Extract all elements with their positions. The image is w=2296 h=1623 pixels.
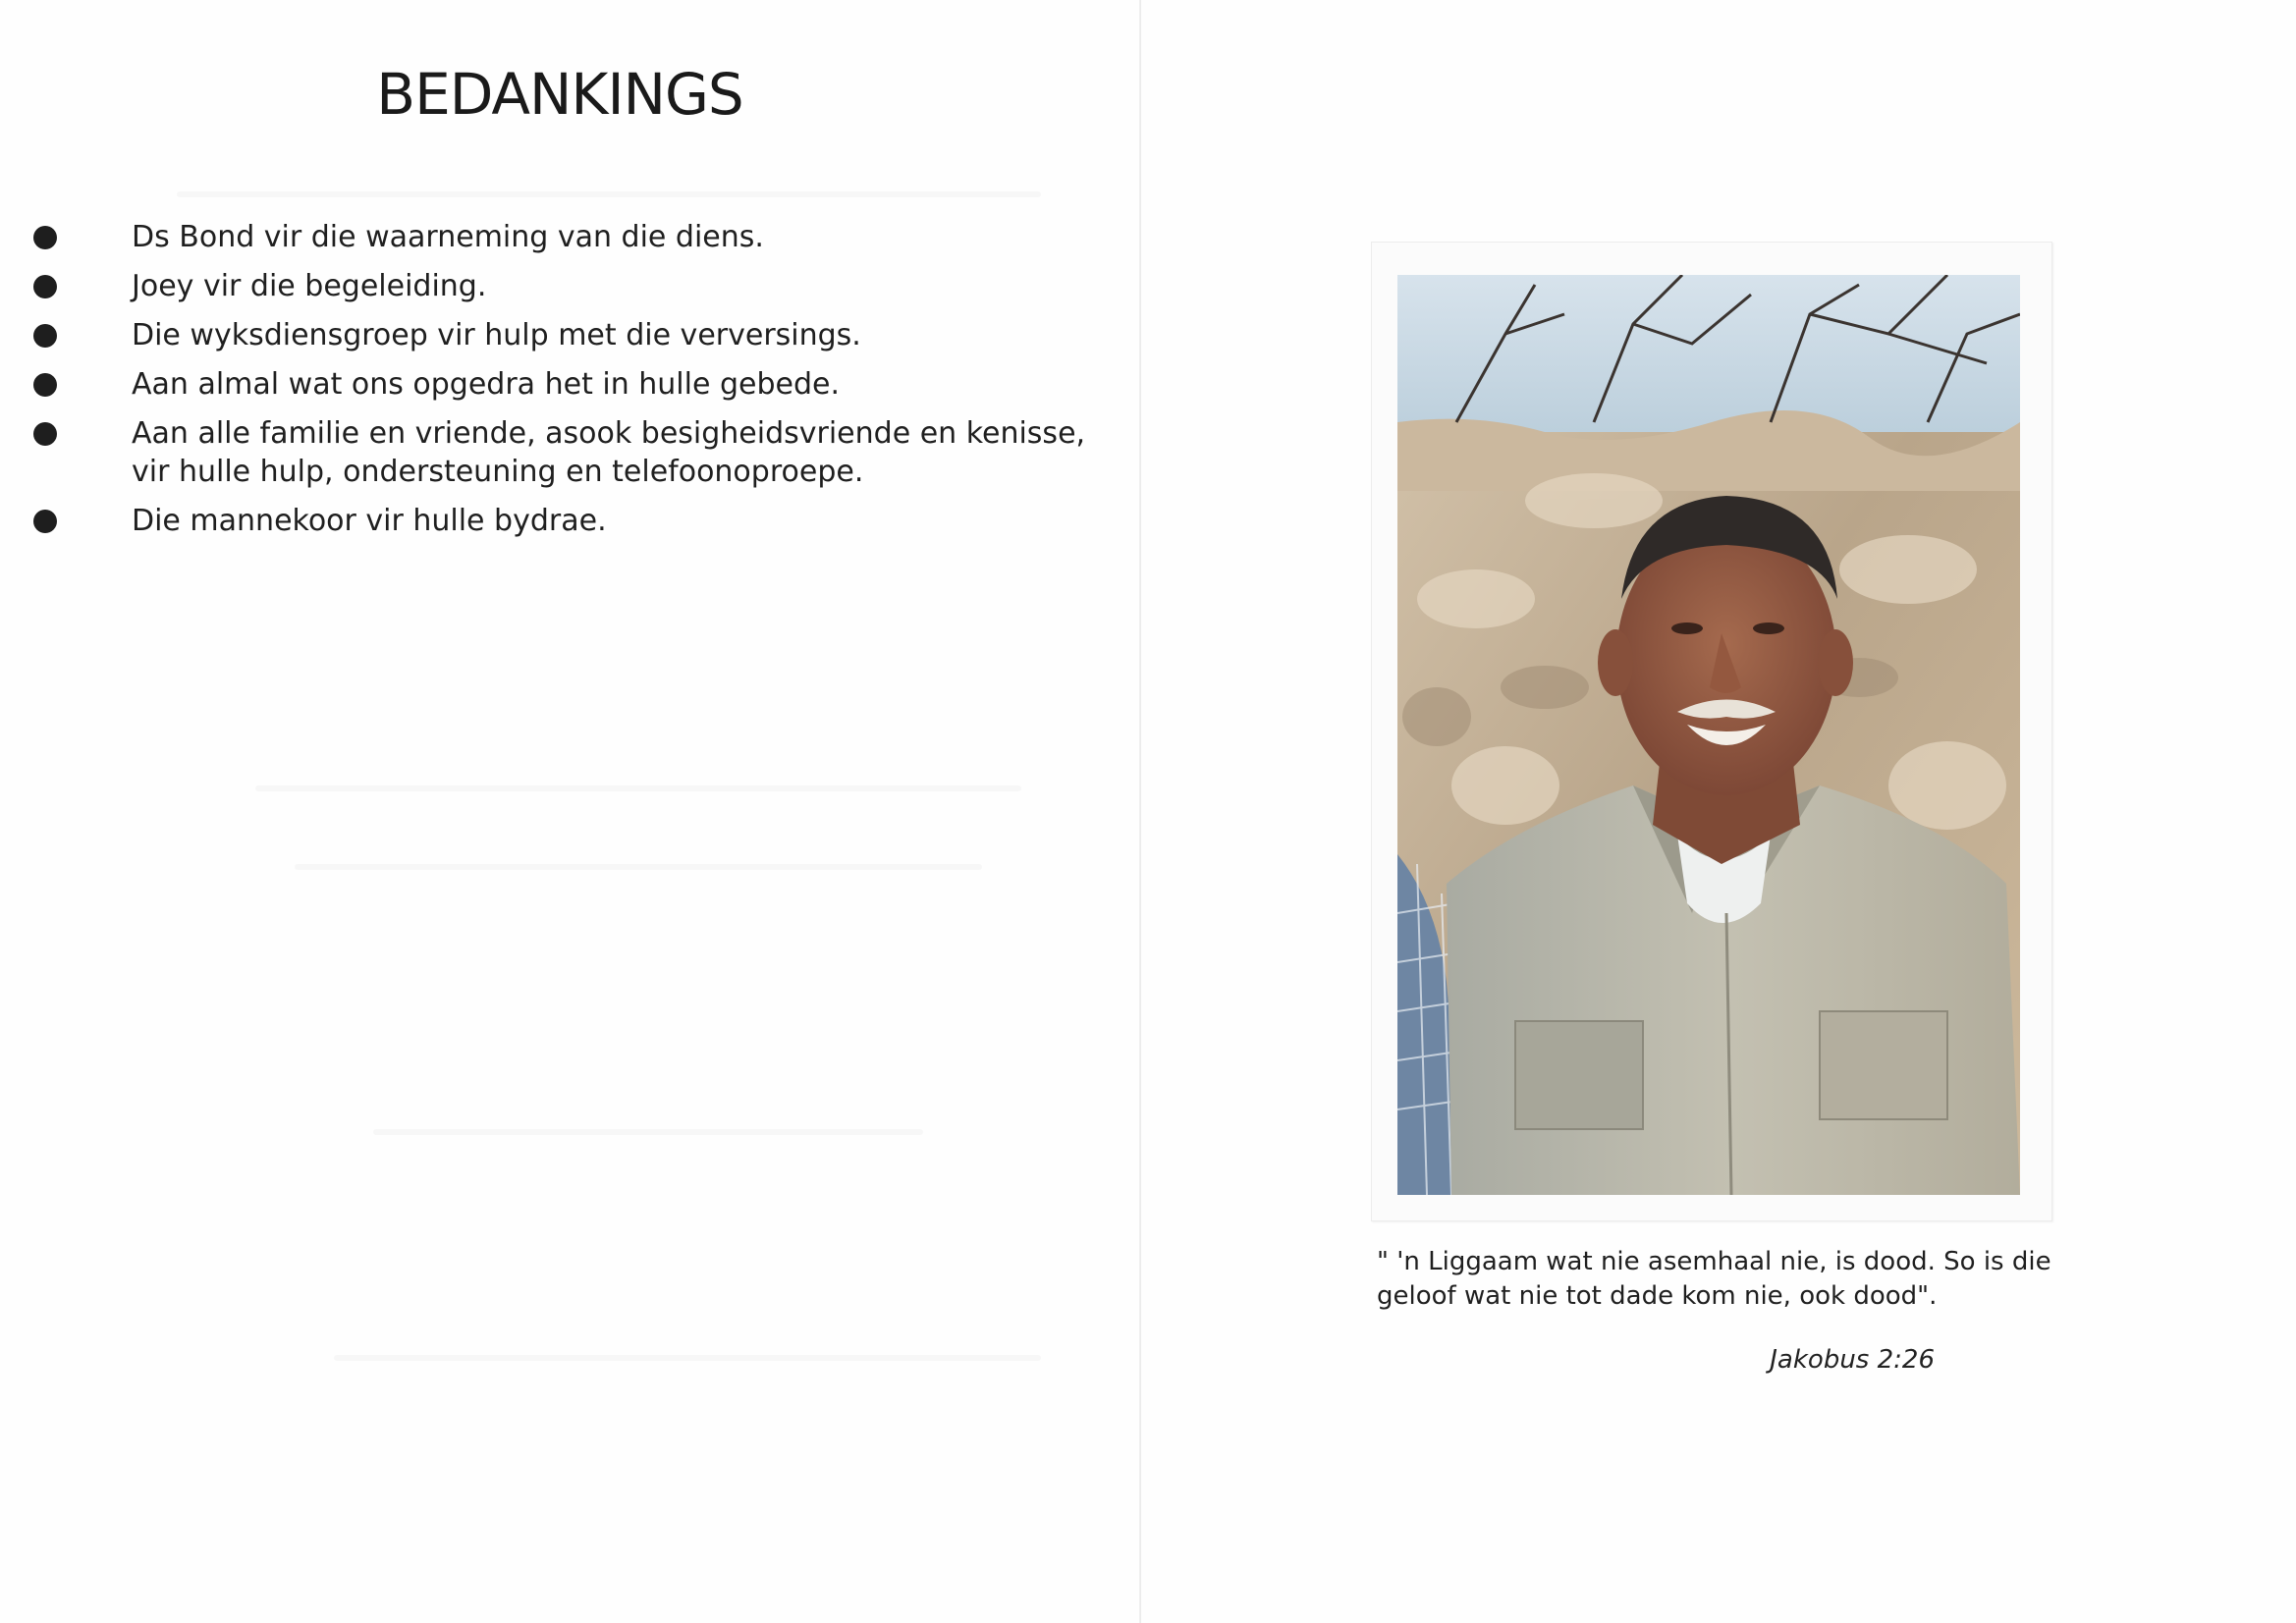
show-through-line <box>177 191 1041 197</box>
list-item-text: Joey vir die begeleiding. <box>132 269 487 303</box>
thanks-list <box>29 218 1100 551</box>
list-item <box>29 502 1100 540</box>
bullet-icon <box>33 510 57 533</box>
bullet-icon <box>33 226 57 249</box>
left-page <box>0 0 1141 1623</box>
bullet-icon <box>33 324 57 348</box>
portrait-frame <box>1371 242 2052 1221</box>
list-item <box>29 414 1100 491</box>
bullet-icon <box>33 275 57 298</box>
list-item-text: Die mannekoor vir hulle bydrae. <box>132 504 607 538</box>
bullet-icon <box>33 422 57 446</box>
list-item-text: Aan almal wat ons opgedra het in hulle gebede. <box>132 367 840 402</box>
scripture-quote: " 'n Liggaam wat nie asemhaal nie, is dood. So is die geloof wat nie tot dade kom nie, ook dood". <box>1377 1247 2051 1311</box>
show-through-line <box>295 864 982 870</box>
list-item <box>29 365 1100 404</box>
list-item <box>29 316 1100 354</box>
list-item-text: Ds Bond vir die waarneming van die diens. <box>132 220 764 254</box>
show-through-line <box>334 1355 1041 1361</box>
list-item-text: Die wyksdiensgroep vir hulp met die verversings. <box>132 318 861 352</box>
page-title: BEDANKINGS <box>376 61 743 128</box>
show-through-line <box>373 1129 923 1135</box>
bullet-icon <box>33 373 57 397</box>
list-item-text: Aan alle familie en vriende, asook besigheidsvriende en kenisse, vir hulle hulp, ondersteuning en telefoonoproepe. <box>132 416 1086 489</box>
list-item <box>29 267 1100 305</box>
portrait-photo <box>1397 275 2020 1195</box>
list-item <box>29 218 1100 256</box>
scripture-reference: Jakobus 2:26 <box>1770 1345 1935 1375</box>
show-through-line <box>255 785 1021 791</box>
